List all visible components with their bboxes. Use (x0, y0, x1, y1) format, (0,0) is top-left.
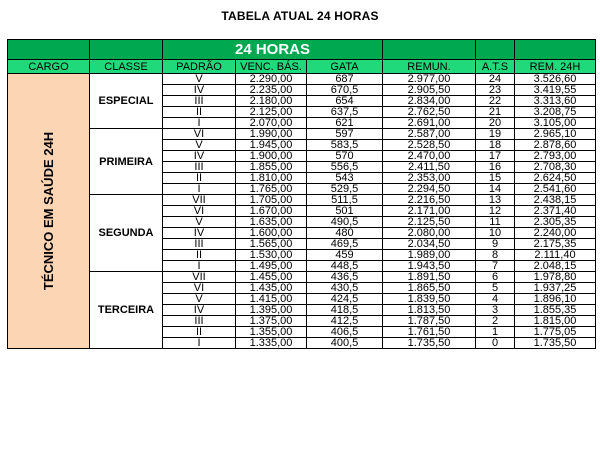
rem-24h-cell: 2.371,40 (515, 206, 596, 217)
remun-cell: 2.216,50 (383, 195, 476, 206)
venc-bas-cell: 1.600,00 (236, 228, 307, 239)
remun-cell: 1.989,00 (383, 250, 476, 261)
remun-cell: 2.905,50 (383, 85, 476, 96)
header-blank-cell (90, 40, 163, 60)
venc-bas-cell: 1.705,00 (236, 195, 307, 206)
table-row (8, 129, 596, 140)
ats-cell: 18 (476, 140, 515, 151)
rem-24h-cell: 1.855,35 (515, 305, 596, 316)
gata-cell: 543 (307, 173, 383, 184)
gata-cell: 583,5 (307, 140, 383, 151)
venc-bas-cell: 1.635,00 (236, 217, 307, 228)
remun-cell: 1.839,50 (383, 294, 476, 305)
gata-cell: 597 (307, 129, 383, 140)
ats-cell: 10 (476, 228, 515, 239)
remun-cell: 1.865,50 (383, 283, 476, 294)
padrao-cell: IV (163, 228, 236, 239)
padrao-cell: IV (163, 151, 236, 162)
rem-24h-cell: 1.978,80 (515, 272, 596, 283)
gata-cell: 654 (307, 96, 383, 107)
padrao-cell: III (163, 96, 236, 107)
gata-cell: 436,5 (307, 272, 383, 283)
classe-cell: PRIMEIRA (90, 129, 163, 195)
remun-cell: 2.691,00 (383, 118, 476, 129)
venc-bas-cell: 1.530,00 (236, 250, 307, 261)
ats-cell: 0 (476, 338, 515, 349)
gata-cell: 687 (307, 74, 383, 85)
remun-cell: 2.977,00 (383, 74, 476, 85)
remun-cell: 2.587,00 (383, 129, 476, 140)
ats-cell: 14 (476, 184, 515, 195)
remun-cell: 2.353,00 (383, 173, 476, 184)
column-header-row (8, 60, 596, 74)
gata-cell: 406,5 (307, 327, 383, 338)
gata-cell: 418,5 (307, 305, 383, 316)
venc-bas-cell: 1.765,00 (236, 184, 307, 195)
col-header-venc-bas: VENC. BÁS. (236, 60, 307, 74)
padrao-cell: I (163, 118, 236, 129)
padrao-cell: IV (163, 305, 236, 316)
col-header-classe: CLASSE (90, 60, 163, 74)
rem-24h-cell: 2.175,35 (515, 239, 596, 250)
header-24-horas: 24 HORAS (163, 40, 383, 60)
remun-cell: 1.813,50 (383, 305, 476, 316)
venc-bas-cell: 1.495,00 (236, 261, 307, 272)
venc-bas-cell: 1.335,00 (236, 338, 307, 349)
padrao-cell: VI (163, 283, 236, 294)
table-row (8, 272, 596, 283)
rem-24h-cell: 3.419,55 (515, 85, 596, 96)
rem-24h-cell: 1.896,10 (515, 294, 596, 305)
padrao-cell: II (163, 250, 236, 261)
ats-cell: 22 (476, 96, 515, 107)
gata-cell: 400,5 (307, 338, 383, 349)
padrao-cell: II (163, 107, 236, 118)
remun-cell: 2.762,50 (383, 107, 476, 118)
venc-bas-cell: 1.670,00 (236, 206, 307, 217)
remun-cell: 1.787,50 (383, 316, 476, 327)
gata-cell: 529,5 (307, 184, 383, 195)
remun-cell: 1.735,50 (383, 338, 476, 349)
rem-24h-cell: 1.775,05 (515, 327, 596, 338)
remun-cell: 1.761,50 (383, 327, 476, 338)
classe-cell: ESPECIAL (90, 74, 163, 129)
ats-cell: 12 (476, 206, 515, 217)
ats-cell: 6 (476, 272, 515, 283)
classe-cell: TERCEIRA (90, 272, 163, 349)
table-title: TABELA ATUAL 24 HORAS (221, 9, 379, 23)
gata-cell: 459 (307, 250, 383, 261)
ats-cell: 9 (476, 239, 515, 250)
ats-cell: 13 (476, 195, 515, 206)
venc-bas-cell: 2.235,00 (236, 85, 307, 96)
gata-cell: 501 (307, 206, 383, 217)
ats-cell: 15 (476, 173, 515, 184)
ats-cell: 4 (476, 294, 515, 305)
table-row (8, 74, 596, 85)
venc-bas-cell: 1.455,00 (236, 272, 307, 283)
gata-cell: 621 (307, 118, 383, 129)
rem-24h-cell: 1.815,00 (515, 316, 596, 327)
remun-cell: 2.470,00 (383, 151, 476, 162)
venc-bas-cell: 1.435,00 (236, 283, 307, 294)
gata-cell: 556,5 (307, 162, 383, 173)
rem-24h-cell: 3.313,60 (515, 96, 596, 107)
padrao-cell: III (163, 239, 236, 250)
venc-bas-cell: 2.125,00 (236, 107, 307, 118)
ats-cell: 5 (476, 283, 515, 294)
venc-bas-cell: 1.415,00 (236, 294, 307, 305)
venc-bas-cell: 2.070,00 (236, 118, 307, 129)
ats-cell: 8 (476, 250, 515, 261)
venc-bas-cell: 1.565,00 (236, 239, 307, 250)
ats-cell: 11 (476, 217, 515, 228)
padrao-cell: VII (163, 272, 236, 283)
col-header-rem-24h: REM. 24H (515, 60, 596, 74)
remun-cell: 1.891,50 (383, 272, 476, 283)
ats-cell: 19 (476, 129, 515, 140)
padrao-cell: VI (163, 206, 236, 217)
col-header-padrao: PADRÃO (163, 60, 236, 74)
rem-24h-cell: 2.624,50 (515, 173, 596, 184)
gata-cell: 490,5 (307, 217, 383, 228)
gata-cell: 448,5 (307, 261, 383, 272)
remun-cell: 2.034,50 (383, 239, 476, 250)
venc-bas-cell: 2.290,00 (236, 74, 307, 85)
rem-24h-cell: 2.240,00 (515, 228, 596, 239)
venc-bas-cell: 1.990,00 (236, 129, 307, 140)
remun-cell: 2.125,50 (383, 217, 476, 228)
padrao-cell: I (163, 261, 236, 272)
padrao-cell: II (163, 173, 236, 184)
gata-cell: 412,5 (307, 316, 383, 327)
col-header-remun: REMUN. (383, 60, 476, 74)
header-row-top (8, 40, 596, 60)
rem-24h-cell: 2.111,40 (515, 250, 596, 261)
rem-24h-cell: 2.878,60 (515, 140, 596, 151)
venc-bas-cell: 1.855,00 (236, 162, 307, 173)
rem-24h-cell: 3.526,60 (515, 74, 596, 85)
venc-bas-cell: 1.810,00 (236, 173, 307, 184)
padrao-cell: II (163, 327, 236, 338)
gata-cell: 570 (307, 151, 383, 162)
venc-bas-cell: 1.900,00 (236, 151, 307, 162)
ats-cell: 3 (476, 305, 515, 316)
ats-cell: 24 (476, 74, 515, 85)
rem-24h-cell: 3.208,75 (515, 107, 596, 118)
remun-cell: 2.411,50 (383, 162, 476, 173)
rem-24h-cell: 2.708,30 (515, 162, 596, 173)
remun-cell: 2.080,00 (383, 228, 476, 239)
padrao-cell: I (163, 338, 236, 349)
padrao-cell: V (163, 294, 236, 305)
padrao-cell: V (163, 140, 236, 151)
header-blank-cell (383, 40, 476, 60)
ats-cell: 23 (476, 85, 515, 96)
gata-cell: 511,5 (307, 195, 383, 206)
table-row (8, 195, 596, 206)
col-header-cargo: CARGO (8, 60, 90, 74)
salary-table (7, 39, 596, 349)
remun-cell: 2.834,00 (383, 96, 476, 107)
padrao-cell: III (163, 316, 236, 327)
venc-bas-cell: 1.355,00 (236, 327, 307, 338)
cargo-label: TÉCNICO EM SAÚDE 24H (40, 131, 56, 291)
header-blank-cell (515, 40, 596, 60)
ats-cell: 21 (476, 107, 515, 118)
col-header-ats: A.T.S (476, 60, 515, 74)
padrao-cell: VII (163, 195, 236, 206)
rem-24h-cell: 2.048,15 (515, 261, 596, 272)
gata-cell: 424,5 (307, 294, 383, 305)
remun-cell: 1.943,50 (383, 261, 476, 272)
rem-24h-cell: 2.438,15 (515, 195, 596, 206)
rem-24h-cell: 2.793,00 (515, 151, 596, 162)
rem-24h-cell: 2.965,10 (515, 129, 596, 140)
venc-bas-cell: 2.180,00 (236, 96, 307, 107)
padrao-cell: III (163, 162, 236, 173)
header-blank-cell (8, 40, 90, 60)
ats-cell: 1 (476, 327, 515, 338)
ats-cell: 2 (476, 316, 515, 327)
cargo-cell (8, 74, 90, 349)
rem-24h-cell: 3.105,00 (515, 118, 596, 129)
padrao-cell: I (163, 184, 236, 195)
padrao-cell: V (163, 217, 236, 228)
gata-cell: 670,5 (307, 85, 383, 96)
classe-cell: SEGUNDA (90, 195, 163, 272)
gata-cell: 469,5 (307, 239, 383, 250)
padrao-cell: IV (163, 85, 236, 96)
remun-cell: 2.294,50 (383, 184, 476, 195)
header-blank-cell (476, 40, 515, 60)
ats-cell: 16 (476, 162, 515, 173)
rem-24h-cell: 2.305,35 (515, 217, 596, 228)
gata-cell: 430,5 (307, 283, 383, 294)
ats-cell: 17 (476, 151, 515, 162)
gata-cell: 480 (307, 228, 383, 239)
padrao-cell: VI (163, 129, 236, 140)
rem-24h-cell: 1.735,50 (515, 338, 596, 349)
venc-bas-cell: 1.375,00 (236, 316, 307, 327)
rem-24h-cell: 1.937,25 (515, 283, 596, 294)
remun-cell: 2.528,50 (383, 140, 476, 151)
gata-cell: 637,5 (307, 107, 383, 118)
ats-cell: 20 (476, 118, 515, 129)
venc-bas-cell: 1.945,00 (236, 140, 307, 151)
venc-bas-cell: 1.395,00 (236, 305, 307, 316)
rem-24h-cell: 2.541,60 (515, 184, 596, 195)
remun-cell: 2.171,00 (383, 206, 476, 217)
col-header-gata: GATA (307, 60, 383, 74)
ats-cell: 7 (476, 261, 515, 272)
padrao-cell: V (163, 74, 236, 85)
